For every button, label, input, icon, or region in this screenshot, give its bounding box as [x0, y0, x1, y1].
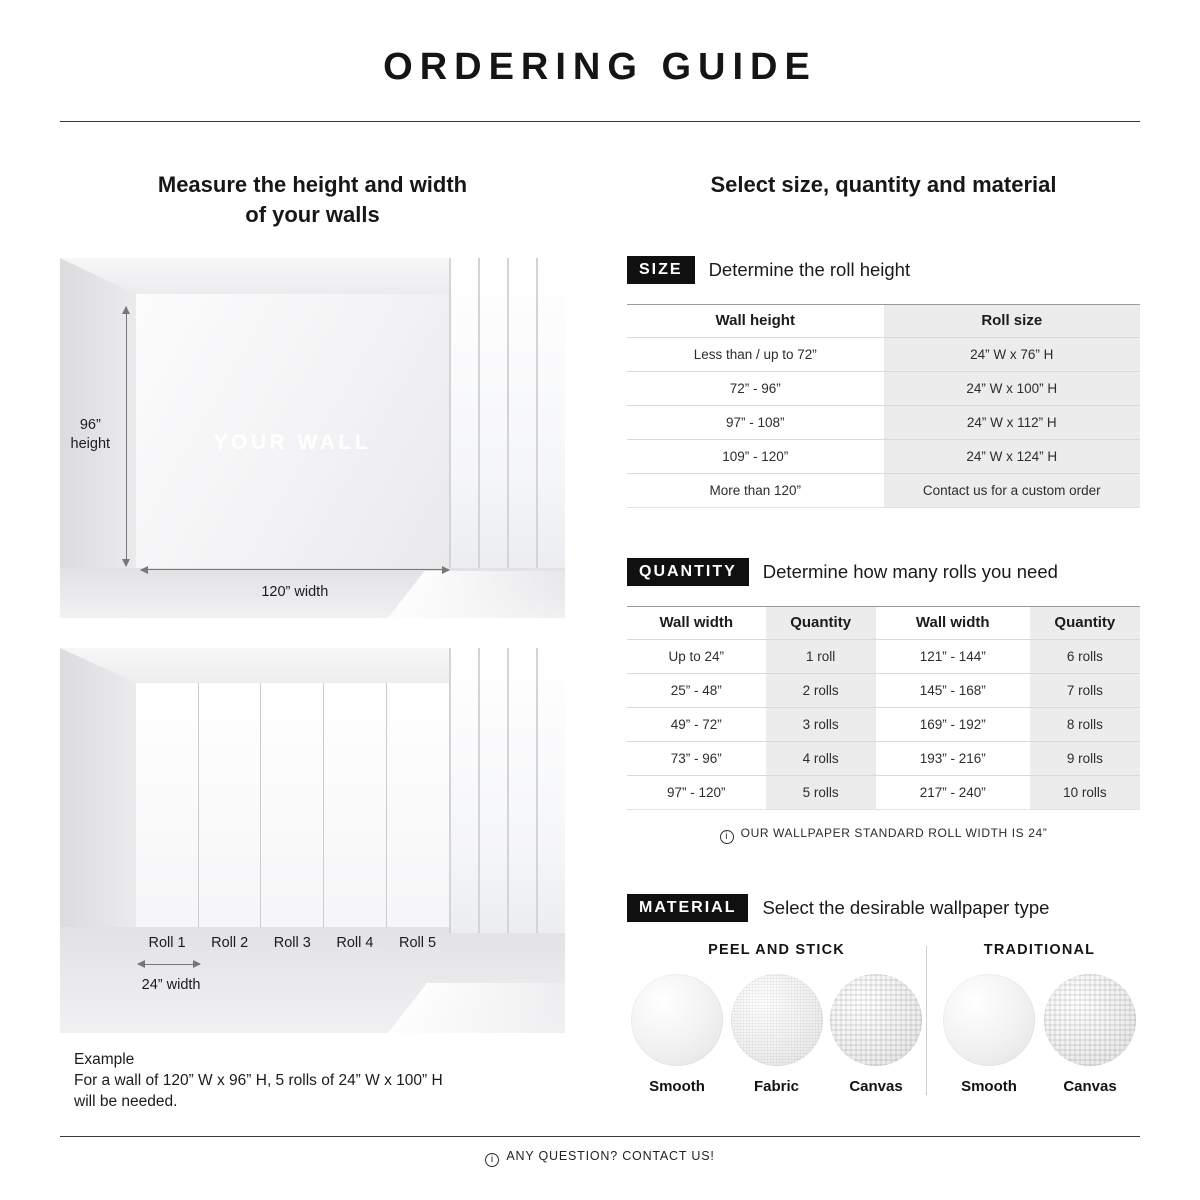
material-group-title: PEEL AND STICK	[708, 941, 845, 958]
measure-heading-line1: Measure the height and width	[157, 172, 468, 197]
info-icon: i	[485, 1153, 499, 1167]
quantity-col-wall-width-1: Wall width	[659, 614, 734, 631]
size-badge: SIZE	[627, 256, 695, 284]
material-item-label: Canvas	[1063, 1077, 1117, 1095]
size-table-row	[627, 406, 1140, 440]
content-columns	[0, 122, 1200, 1112]
quantity-cell: 3 rolls	[766, 708, 876, 742]
quantity-badge: QUANTITY	[627, 558, 749, 586]
roll-width-note-text: OUR WALLPAPER STANDARD ROLL WIDTH IS 24”	[740, 826, 1048, 840]
size-table-header-row	[627, 305, 1140, 338]
wall-width-cell: 169” - 192”	[919, 717, 986, 732]
material-item-label: Canvas	[849, 1077, 903, 1095]
size-table-row	[627, 372, 1140, 406]
material-subtitle: Select the desirable wallpaper type	[762, 896, 1050, 918]
wall-height-cell: 97” - 108”	[725, 415, 785, 430]
window-pane	[507, 258, 536, 568]
material-item-label: Fabric	[753, 1077, 799, 1095]
window-pane	[478, 648, 507, 933]
height-value: 96”	[79, 417, 101, 434]
roll-label: Roll 3	[273, 934, 311, 951]
page-title: ORDERING GUIDE	[383, 46, 817, 88]
roll-layout-diagram	[60, 648, 565, 1033]
material-item-label: Smooth	[649, 1077, 705, 1095]
material-item-fabric	[729, 974, 825, 1095]
select-column	[627, 122, 1140, 1095]
size-table-row	[627, 440, 1140, 474]
quantity-table	[627, 606, 1140, 810]
room-window	[449, 648, 565, 933]
roll-label: Roll 4	[336, 934, 374, 951]
select-heading: Select size, quantity and material	[710, 172, 1057, 197]
quantity-table-row	[627, 640, 1140, 674]
canvas-texture-swatch	[1044, 974, 1136, 1066]
material-items	[939, 974, 1140, 1095]
roll-size-cell: 24” W x 112” H	[884, 406, 1141, 440]
measure-heading-line2: of your walls	[245, 202, 380, 227]
quantity-cell: 5 rolls	[766, 776, 876, 810]
window-pane	[478, 258, 507, 568]
window-pane	[449, 648, 478, 933]
wall-height-cell: 109” - 120”	[722, 449, 789, 464]
roll-labels	[136, 935, 449, 951]
window-pane	[536, 648, 565, 933]
wallpaper-roll-panel	[198, 683, 261, 927]
height-word: height	[70, 436, 111, 453]
wall-width-cell: 73” - 96”	[670, 751, 722, 766]
roll-width-note	[627, 826, 1140, 844]
your-wall-label: YOUR WALL	[213, 430, 372, 454]
wall-measure-diagram	[60, 258, 565, 618]
height-dimension-label	[60, 416, 121, 454]
quantity-section-header	[627, 558, 1140, 586]
wallpaper-roll-panel	[260, 683, 323, 927]
info-icon: i	[720, 830, 734, 844]
roll-width-measure-arrow	[138, 964, 200, 965]
material-item-label: Smooth	[961, 1077, 1017, 1095]
wall-width-cell: 193” - 216”	[919, 751, 986, 766]
wallpaper-roll-panel	[323, 683, 386, 927]
example-line2: will be needed.	[74, 1093, 178, 1110]
quantity-table-header-row	[627, 607, 1140, 640]
smooth-texture-swatch	[943, 974, 1035, 1066]
wall-width-cell: 49” - 72”	[670, 717, 722, 732]
material-options	[627, 942, 1140, 1095]
wall-width-cell: 97” - 120”	[666, 785, 726, 800]
wall-height-cell: Less than / up to 72”	[693, 347, 817, 362]
size-table	[627, 304, 1140, 508]
smooth-texture-swatch	[631, 974, 723, 1066]
material-item-canvas	[828, 974, 924, 1095]
wall-height-cell: 72” - 96”	[729, 381, 781, 396]
roll-label: Roll 2	[211, 934, 249, 951]
material-item-smooth	[629, 974, 725, 1095]
material-section-header	[627, 894, 1140, 922]
quantity-col-wall-width-2: Wall width	[915, 614, 990, 631]
material-badge: MATERIAL	[627, 894, 748, 922]
material-item-smooth	[941, 974, 1037, 1095]
size-section-header	[627, 256, 1140, 284]
quantity-cell: 2 rolls	[766, 674, 876, 708]
example-line1: For a wall of 120” W x 96” H, 5 rolls of 24” W x 100” H	[74, 1072, 443, 1089]
wallpaper-roll-panel	[136, 683, 198, 927]
fabric-texture-swatch	[731, 974, 823, 1066]
material-group-title: TRADITIONAL	[983, 941, 1096, 958]
room-window	[449, 258, 565, 568]
measure-heading	[60, 170, 565, 230]
wallpaper-roll-panel	[386, 683, 449, 927]
quantity-cell: 8 rolls	[1030, 708, 1140, 742]
footer-note	[0, 1149, 1200, 1167]
wall-height-cell: More than 120”	[709, 483, 802, 498]
window-pane	[536, 258, 565, 568]
quantity-table-row	[627, 742, 1140, 776]
material-items	[627, 974, 926, 1095]
wall-width-cell: 145” - 168”	[919, 683, 986, 698]
example-title: Example	[74, 1051, 135, 1068]
roll-label: Roll 1	[148, 934, 186, 951]
quantity-cell: 10 rolls	[1030, 776, 1140, 810]
size-subtitle: Determine the roll height	[708, 259, 911, 280]
size-col-wall-height: Wall height	[715, 312, 795, 329]
quantity-subtitle: Determine how many rolls you need	[762, 561, 1058, 582]
roll-size-cell: 24” W x 100” H	[884, 372, 1141, 406]
width-dimension-label: 120” width	[261, 583, 329, 600]
material-item-canvas	[1042, 974, 1138, 1095]
measure-column	[60, 122, 565, 1112]
quantity-cell: 1 roll	[766, 640, 876, 674]
wall-width-cell: Up to 24”	[668, 649, 725, 664]
roll-size-cell: Contact us for a custom order	[884, 474, 1141, 508]
window-pane	[507, 648, 536, 933]
quantity-cell: 9 rolls	[1030, 742, 1140, 776]
quantity-cell: 4 rolls	[766, 742, 876, 776]
wall-width-cell: 217” - 240”	[919, 785, 986, 800]
width-measure-arrow	[141, 569, 449, 570]
material-group-peel-and-stick	[627, 942, 926, 1095]
wall-width-cell: 121” - 144”	[919, 649, 986, 664]
roll-size-cell: 24” W x 124” H	[884, 440, 1141, 474]
window-pane	[449, 258, 478, 568]
quantity-cell: 6 rolls	[1030, 640, 1140, 674]
quantity-table-row	[627, 776, 1140, 810]
quantity-table-row	[627, 708, 1140, 742]
roll-size-cell: 24” W x 76” H	[884, 338, 1141, 372]
quantity-table-row	[627, 674, 1140, 708]
wallpaper-roll-panels	[136, 683, 449, 927]
footer-note-text: ANY QUESTION? CONTACT US!	[506, 1149, 715, 1163]
quantity-cell: 7 rolls	[1030, 674, 1140, 708]
size-table-row	[627, 338, 1140, 372]
height-measure-arrow	[126, 307, 127, 566]
quantity-col-quantity-1: Quantity	[766, 607, 876, 640]
quantity-col-quantity-2: Quantity	[1030, 607, 1140, 640]
size-col-roll-size: Roll size	[884, 305, 1141, 338]
wall-width-cell: 25” - 48”	[670, 683, 722, 698]
roll-width-label: 24” width	[141, 977, 201, 994]
size-table-row	[627, 474, 1140, 508]
bottom-divider	[60, 1136, 1140, 1137]
example-text	[60, 1049, 565, 1112]
canvas-texture-swatch	[830, 974, 922, 1066]
material-group-traditional	[927, 942, 1140, 1095]
roll-label: Roll 5	[399, 934, 437, 951]
